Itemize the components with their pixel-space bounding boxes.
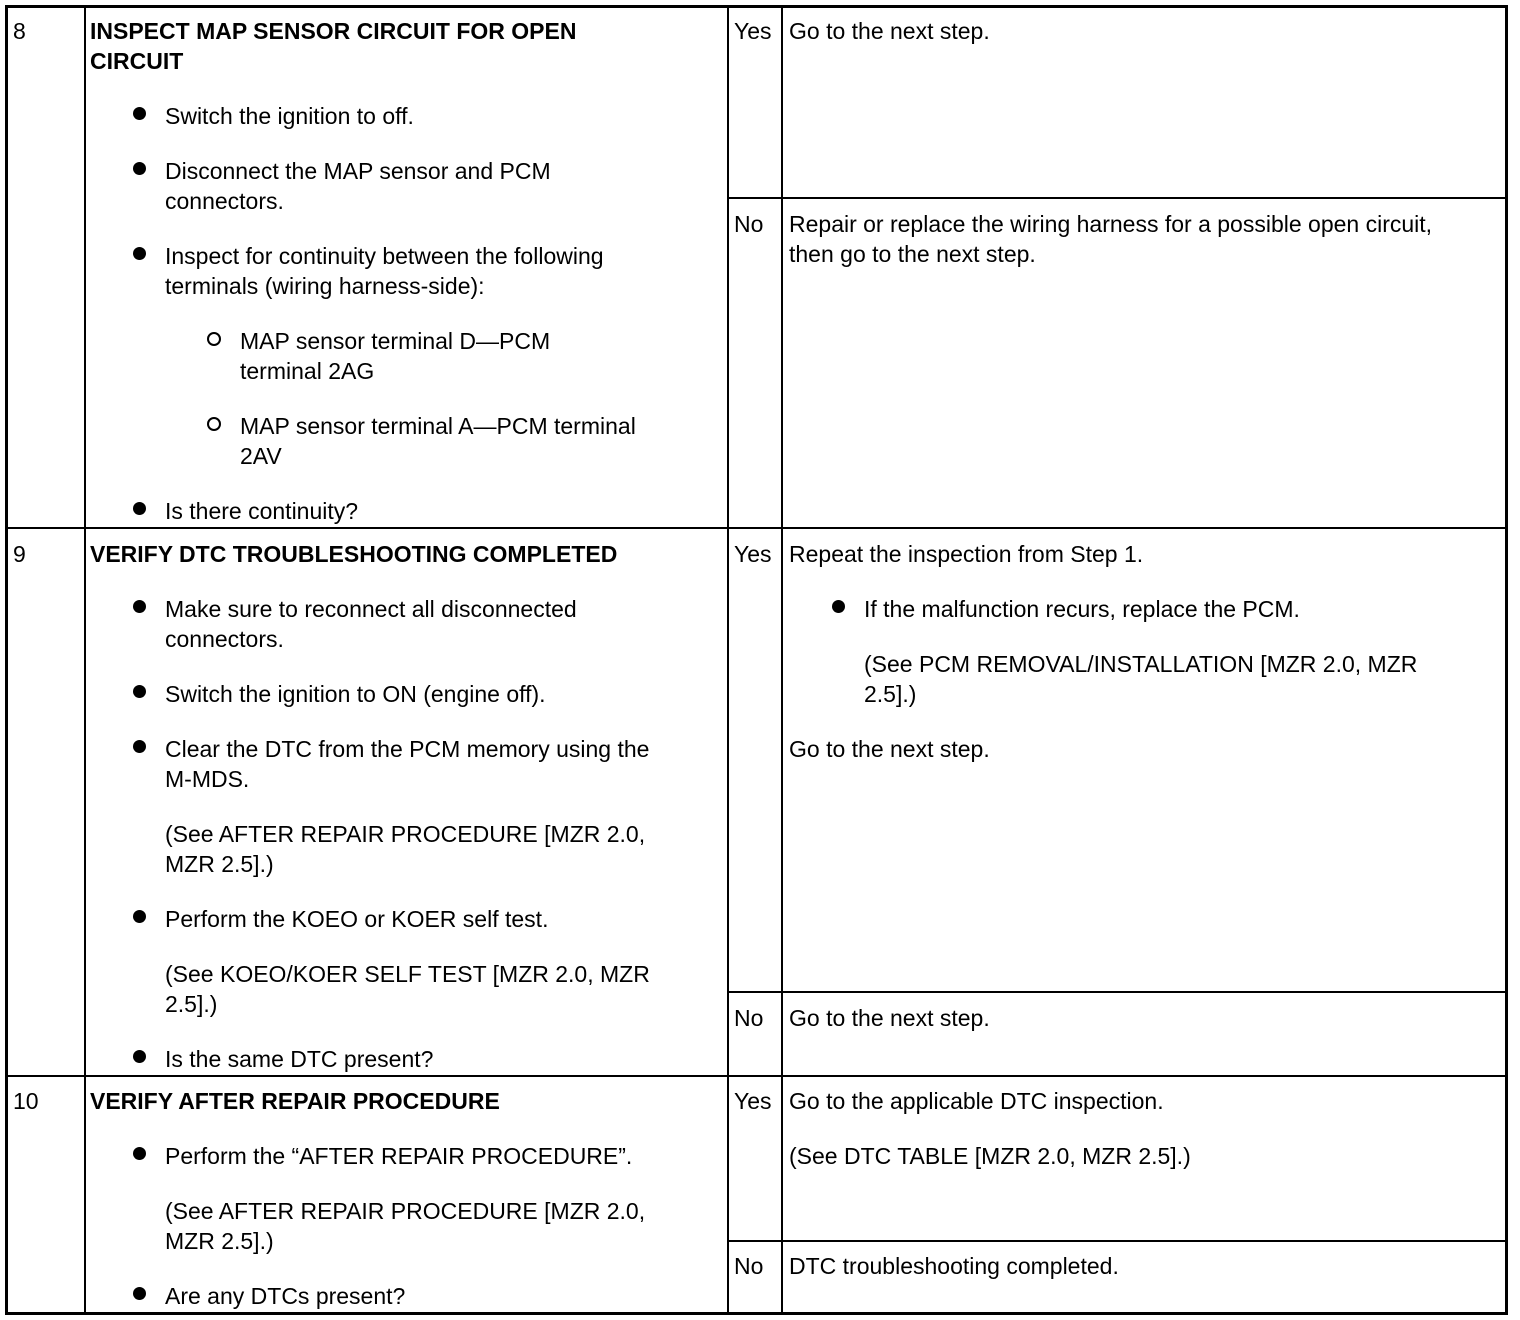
troubleshooting-table — [5, 5, 1508, 1315]
yes-action-line: Repeat the inspection from Step 1. — [789, 541, 1144, 567]
sub-bullet-icon — [207, 332, 221, 346]
subrow-divider — [727, 991, 1505, 993]
sub-action-line: 2AV — [240, 443, 282, 469]
yes-label: Yes — [734, 18, 772, 44]
bullet-icon — [133, 740, 146, 753]
step-title-line: VERIFY DTC TROUBLESHOOTING COMPLETED — [90, 541, 618, 567]
action-line: Switch the ignition to off. — [165, 103, 414, 129]
bullet-icon — [832, 600, 845, 613]
yes-action-line: Go to the next step. — [789, 18, 990, 44]
action-line: M-MDS. — [165, 766, 250, 792]
reference-line: MZR 2.5].) — [165, 1228, 274, 1254]
step-title-line: CIRCUIT — [90, 48, 184, 74]
step-number: 10 — [13, 1088, 39, 1114]
action-line: Is the same DTC present? — [165, 1046, 434, 1072]
reference-line: (See AFTER REPAIR PROCEDURE [MZR 2.0, — [165, 821, 646, 847]
action-line: Are any DTCs present? — [165, 1283, 406, 1309]
reference-line: (See AFTER REPAIR PROCEDURE [MZR 2.0, — [165, 1198, 646, 1224]
step-number: 8 — [13, 18, 26, 44]
bullet-icon — [133, 502, 146, 515]
step-number: 9 — [13, 541, 26, 567]
yes-action-line: (See DTC TABLE [MZR 2.0, MZR 2.5].) — [789, 1143, 1191, 1169]
yes-action-line: (See PCM REMOVAL/INSTALLATION [MZR 2.0, MZR — [864, 651, 1418, 677]
action-line: terminals (wiring harness-side): — [165, 273, 485, 299]
action-line: Perform the KOEO or KOER self test. — [165, 906, 549, 932]
yes-action-line: Go to the next step. — [789, 736, 990, 762]
subrow-divider — [727, 197, 1505, 199]
yes-label: Yes — [734, 541, 772, 567]
yes-action-line: If the malfunction recurs, replace the PCM. — [864, 596, 1300, 622]
sub-bullet-icon — [207, 417, 221, 431]
bullet-icon — [133, 107, 146, 120]
bullet-icon — [133, 600, 146, 613]
action-line: Inspect for continuity between the following — [165, 243, 604, 269]
action-line: Is there continuity? — [165, 498, 359, 524]
no-action-line: then go to the next step. — [789, 241, 1036, 267]
step-title-line: VERIFY AFTER REPAIR PROCEDURE — [90, 1088, 500, 1114]
column-divider — [84, 8, 86, 1312]
no-label: No — [734, 211, 764, 237]
no-label: No — [734, 1253, 764, 1279]
bullet-icon — [133, 910, 146, 923]
column-divider — [781, 8, 783, 1312]
step-title-line: INSPECT MAP SENSOR CIRCUIT FOR OPEN — [90, 18, 577, 44]
action-line: Clear the DTC from the PCM memory using the — [165, 736, 650, 762]
bullet-icon — [133, 1147, 146, 1160]
action-line: Disconnect the MAP sensor and PCM — [165, 158, 551, 184]
sub-action-line: terminal 2AG — [240, 358, 375, 384]
yes-label: Yes — [734, 1088, 772, 1114]
action-line: Switch the ignition to ON (engine off). — [165, 681, 546, 707]
yes-action-line: Go to the applicable DTC inspection. — [789, 1088, 1164, 1114]
reference-line: (See KOEO/KOER SELF TEST [MZR 2.0, MZR — [165, 961, 650, 987]
no-action-line: Repair or replace the wiring harness for a possible open circuit, — [789, 211, 1433, 237]
column-divider — [727, 8, 729, 1312]
action-line: Make sure to reconnect all disconnected — [165, 596, 577, 622]
sub-action-line: MAP sensor terminal A—PCM terminal — [240, 413, 636, 439]
action-line: connectors. — [165, 626, 284, 652]
bullet-icon — [133, 162, 146, 175]
subrow-divider — [727, 1240, 1505, 1242]
reference-line: 2.5].) — [165, 991, 218, 1017]
row-divider — [8, 1075, 1505, 1077]
action-line: Perform the “AFTER REPAIR PROCEDURE”. — [165, 1143, 633, 1169]
no-action-line: Go to the next step. — [789, 1005, 990, 1031]
row-divider — [8, 527, 1505, 529]
no-label: No — [734, 1005, 764, 1031]
no-action-line: DTC troubleshooting completed. — [789, 1253, 1119, 1279]
bullet-icon — [133, 1050, 146, 1063]
bullet-icon — [133, 247, 146, 260]
bullet-icon — [133, 1287, 146, 1300]
bullet-icon — [133, 685, 146, 698]
reference-line: MZR 2.5].) — [165, 851, 274, 877]
yes-action-line: 2.5].) — [864, 681, 917, 707]
action-line: connectors. — [165, 188, 284, 214]
sub-action-line: MAP sensor terminal D—PCM — [240, 328, 551, 354]
